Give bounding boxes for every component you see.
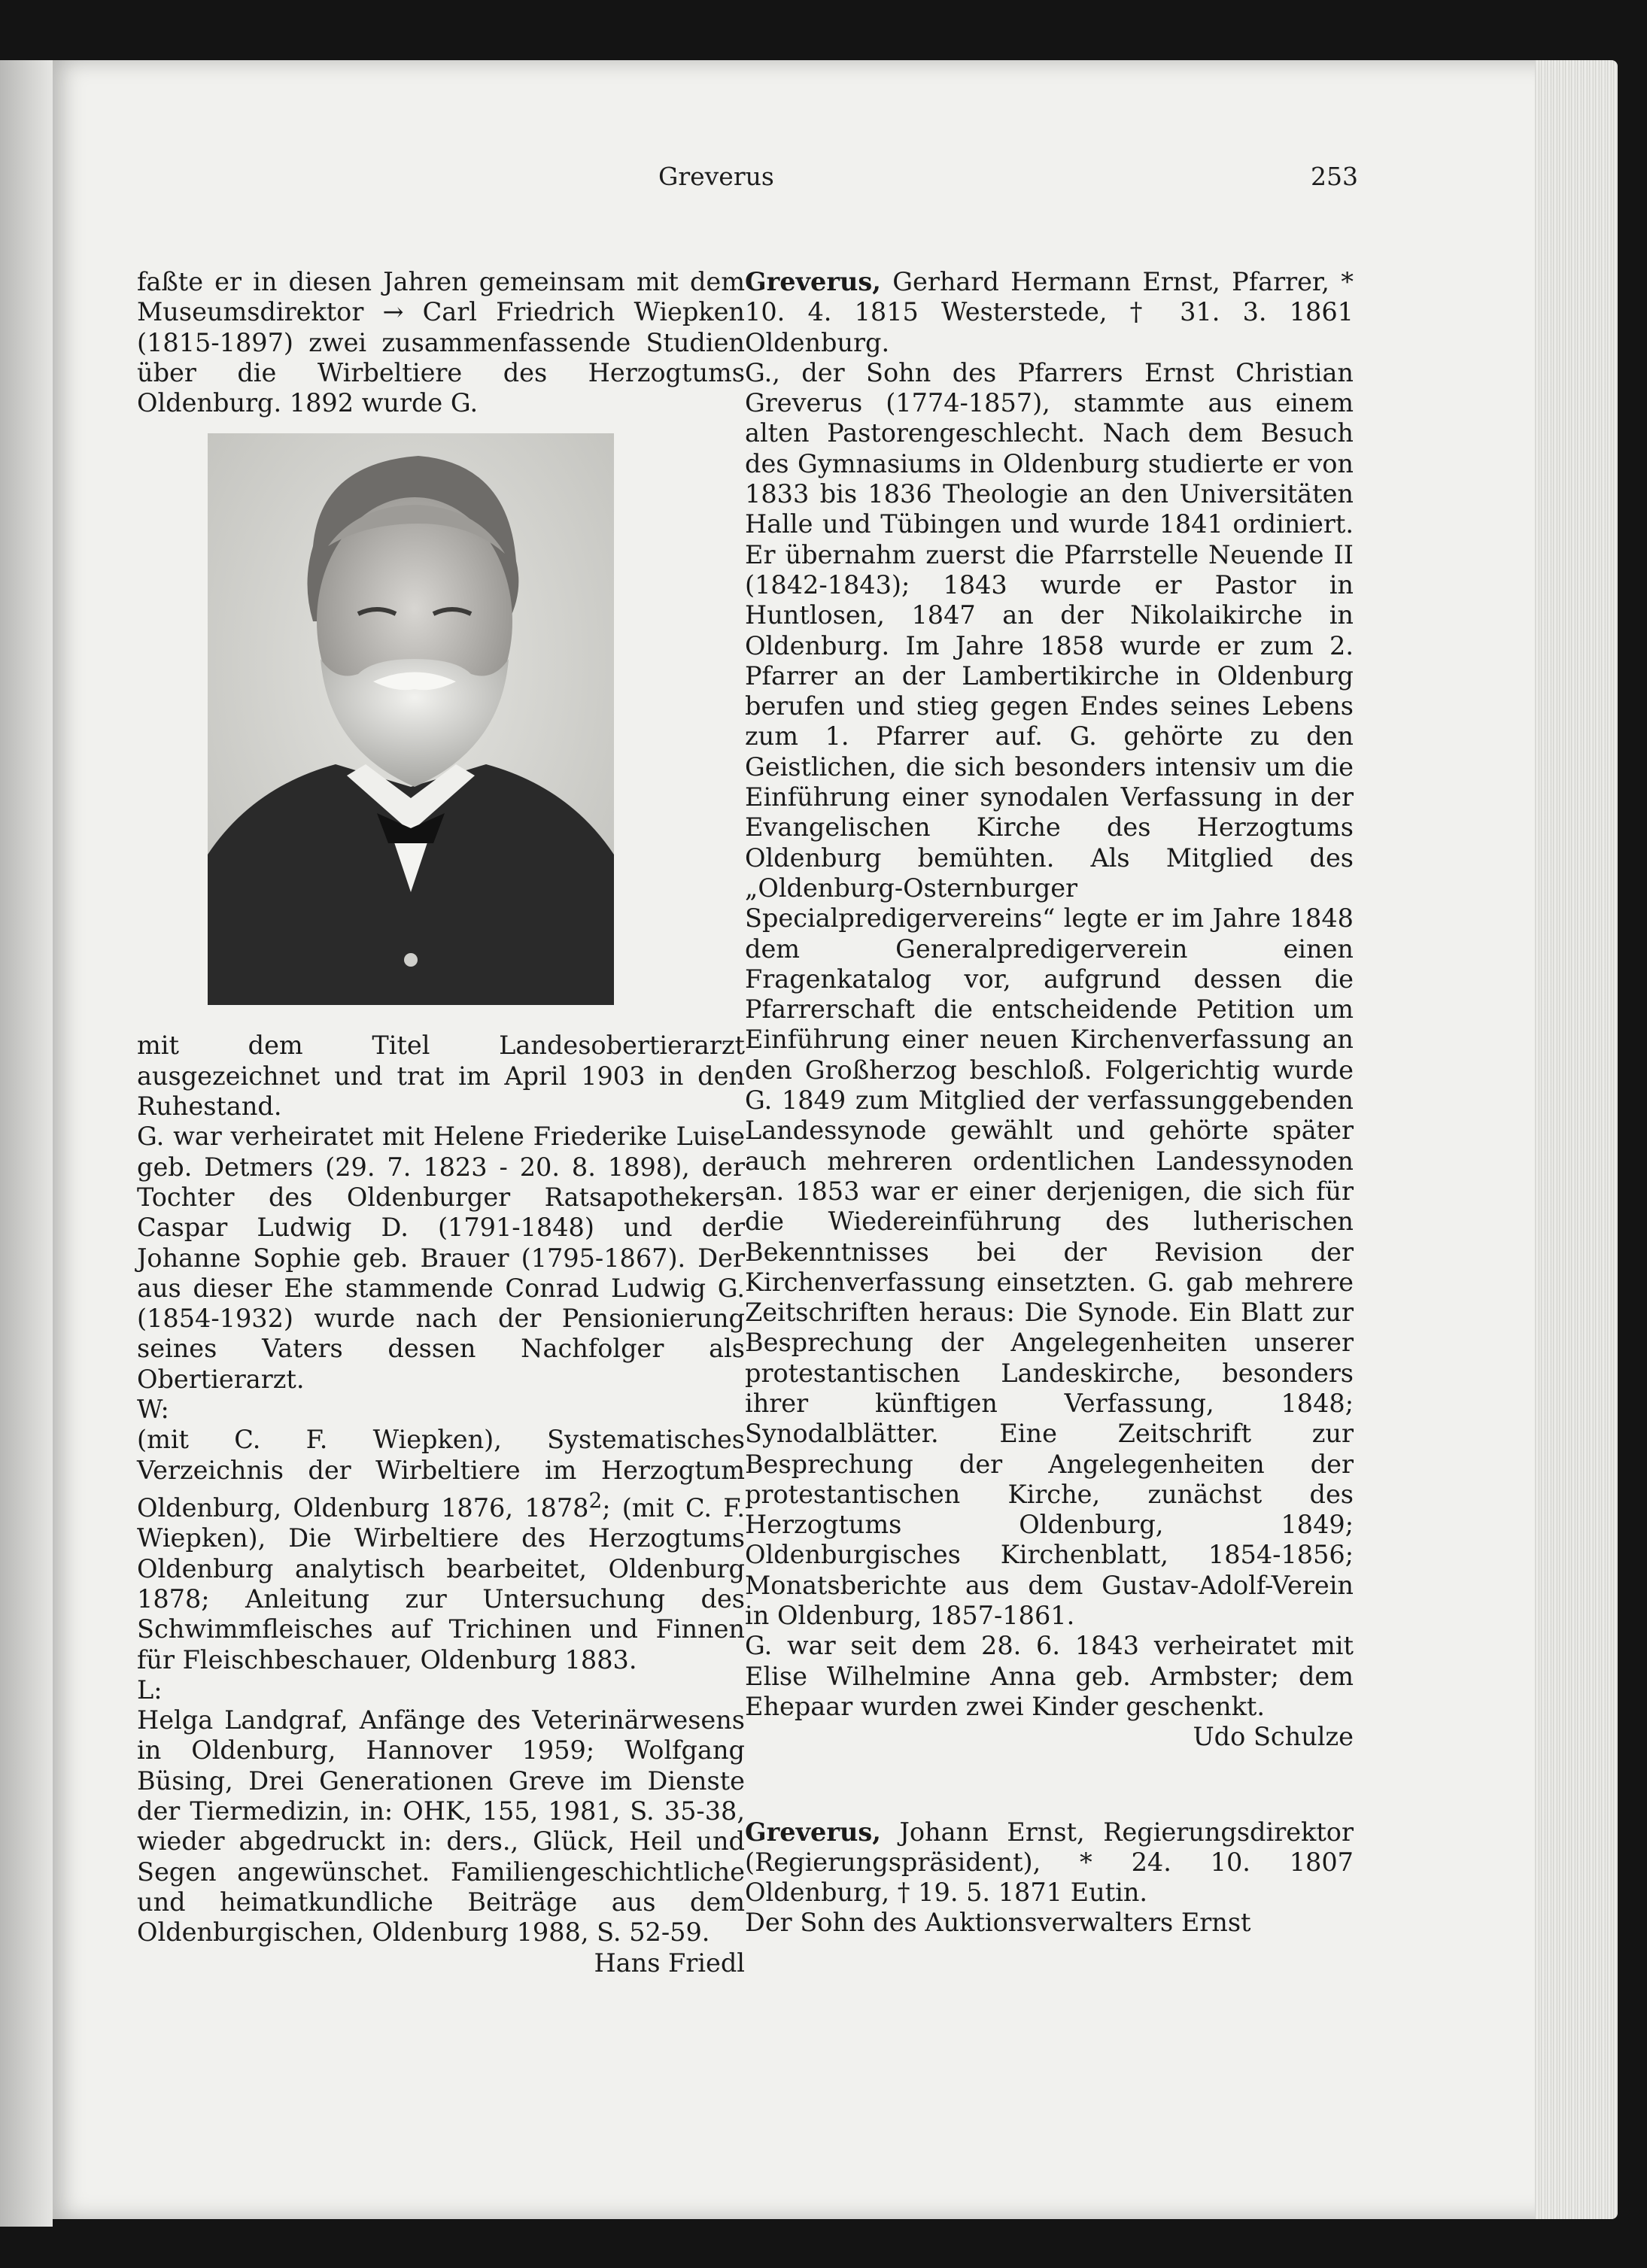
page-fore-edge: [1535, 60, 1618, 2219]
right-column: [745, 267, 1354, 1939]
author-signature: Udo Schulze: [1193, 1722, 1354, 1752]
left-page-edge: [0, 60, 53, 2227]
entry-name: Greverus,: [745, 1817, 881, 1847]
page-number: 253: [1311, 162, 1358, 191]
marriage-paragraph: G. war verheiratet mit Helene Friederike Luise geb. Detmers (29. 7. 1823 - 20. 8. 1898), der Tochter des Oldenburger Ratsapothekers Caspar Ludwig D. (1791-1848) und der Johanne Sophie geb. Brauer (1795-1867). Der aus dieser Ehe stammende Conrad Ludwig G. (1854-1932) wurde nach der Pensionierung seines Vaters dessen Nachfolger als Obertierarzt.: [137, 1122, 745, 1394]
entry-heading-details: Gerhard Hermann Ernst, Pfarrer, * 10. 4. 1815 Westerstede, † 31. 3. 1861 Oldenburg.: [745, 267, 1354, 357]
entry-intro-paragraph: faßte er in diesen Jahren gemeinsam mit dem Museumsdirektor → Carl Friedrich Wiepken (1815-1897) zwei zusammenfassende Studien über die Wirbeltiere des Herzogtums Oldenburg. 1892 wurde G.: [137, 267, 745, 418]
works-text-part-1: (mit C. F. Wiepken), Systematisches Verzeichnis der Wirbeltiere im Herzogtum Oldenburg, Oldenburg 1876, 1878: [137, 1425, 745, 1523]
works-text-part-2: ; (mit C. F. Wiepken), Die Wirbeltiere des Herzogtums Oldenburg analytisch bearbeitet, Oldenburg 1878; Anleitung zur Untersuchung des Schwimmfleisches auf Trichinen und Finnen für Fleischbeschauer, Oldenburg 1883.: [137, 1493, 745, 1674]
portrait-photo: [208, 433, 614, 1005]
works-label: W:: [137, 1395, 169, 1425]
entry-marriage-paragraph: G. war seit dem 28. 6. 1843 verheiratet mit Elise Wilhelmine Anna geb. Armbster; dem Ehepaar wurden zwei Kinder geschenkt.: [745, 1631, 1354, 1721]
literature-list: Helga Landgraf, Anfänge des Veterinärwesens in Oldenburg, Hannover 1959; Wolfgang Büsing, Drei Generationen Greve im Dienste der Tiermedizin, in: OHK, 155, 1981, S. 35-38, wieder abgedruckt in: ders., Glück, Heil und Segen angewünschet. Familiengeschichtliche und heimatkundliche Beiträge aus dem Oldenburgischen, Oldenburg 1988, S. 52-59.: [137, 1705, 745, 1948]
entry-body-paragraph: G., der Sohn des Pfarrers Ernst Christian Greverus (1774-1857), stammte aus einem alten Pastorengeschlecht. Nach dem Besuch des Gymnasiums in Oldenburg studierte er von 1833 bis 1836 Theologie an den Universitäten Halle und Tübingen und wurde 1841 ordiniert. Er übernahm zuerst die Pfarrstelle Neuende II (1842-1843); 1843 wurde er Pastor in Huntlosen, 1847 an der Nikolaikirche in Oldenburg. Im Jahre 1858 wurde er zum 2. Pfarrer an der Lambertikirche in Oldenburg berufen und stieg gegen Endes seines Lebens zum 1. Pfarrer auf. G. gehörte zu den Geistlichen, die sich besonders intensiv um die Einführung einer synodalen Verfassung in der Evangelischen Kirche des Herzogtums Oldenburg bemühten. Als Mitglied des „Oldenburg-Osternburger Specialpredigervereins“ legte er im Jahre 1848 dem Generalpredigerverein einen Fragenkatalog vor, aufgrund dessen die Pfarrerschaft die entscheidende Petition um Einführung einer neuen Kirchenverfassung an den Großherzog beschloß. Folgerichtig wurde G. 1849 zum Mitglied der verfassunggebenden Landessynode gewählt und gehörte später auch mehreren ordentlichen Landessynoden an. 1853 war er einer derjenigen, die sich für die Wiedereinführung des lutherischen Bekenntnisses bei der Revision der Kirchenverfassung einsetzten. G. gab mehrere Zeitschriften heraus: Die Synode. Ein Blatt zur Besprechung der Angelegenheiten unserer protestantischen Landeskirche, besonders ihrer künftigen Verfassung, 1848; Synodalblätter. Eine Zeitschrift zur Besprechung der Angelegenheiten der protestantischen Kirche, zunächst des Herzogtums Oldenburg, 1849; Oldenburgisches Kirchenblatt, 1854-1856; Monatsberichte aus dem Gustav-Adolf-Verein in Oldenburg, 1857-1861.: [745, 357, 1354, 1631]
entry-heading: [745, 267, 1354, 358]
entry-heading: [745, 1817, 1354, 1908]
entry-separator: [745, 1753, 1354, 1817]
left-column: [137, 267, 745, 1978]
entry-name: Greverus,: [745, 267, 881, 296]
running-head: [658, 154, 1358, 199]
running-head-title: Greverus: [658, 162, 774, 191]
retirement-paragraph: mit dem Titel Landesobertierarzt ausgezeichnet und trat im April 1903 in den Ruhestand.: [137, 1031, 745, 1122]
works-superscript: 2: [588, 1487, 603, 1513]
works-list: [137, 1425, 745, 1675]
literature-label: L:: [137, 1674, 163, 1705]
author-signature: Hans Friedl: [594, 1948, 745, 1978]
entry-body-paragraph: Der Sohn des Auktionsverwalters Ernst: [745, 1908, 1251, 1938]
entry-heading-details: Johann Ernst, Regierungsdirektor (Regierungspräsident), * 24. 10. 1807 Oldenburg, † 19. 5. 1871 Eutin.: [745, 1817, 1354, 1908]
